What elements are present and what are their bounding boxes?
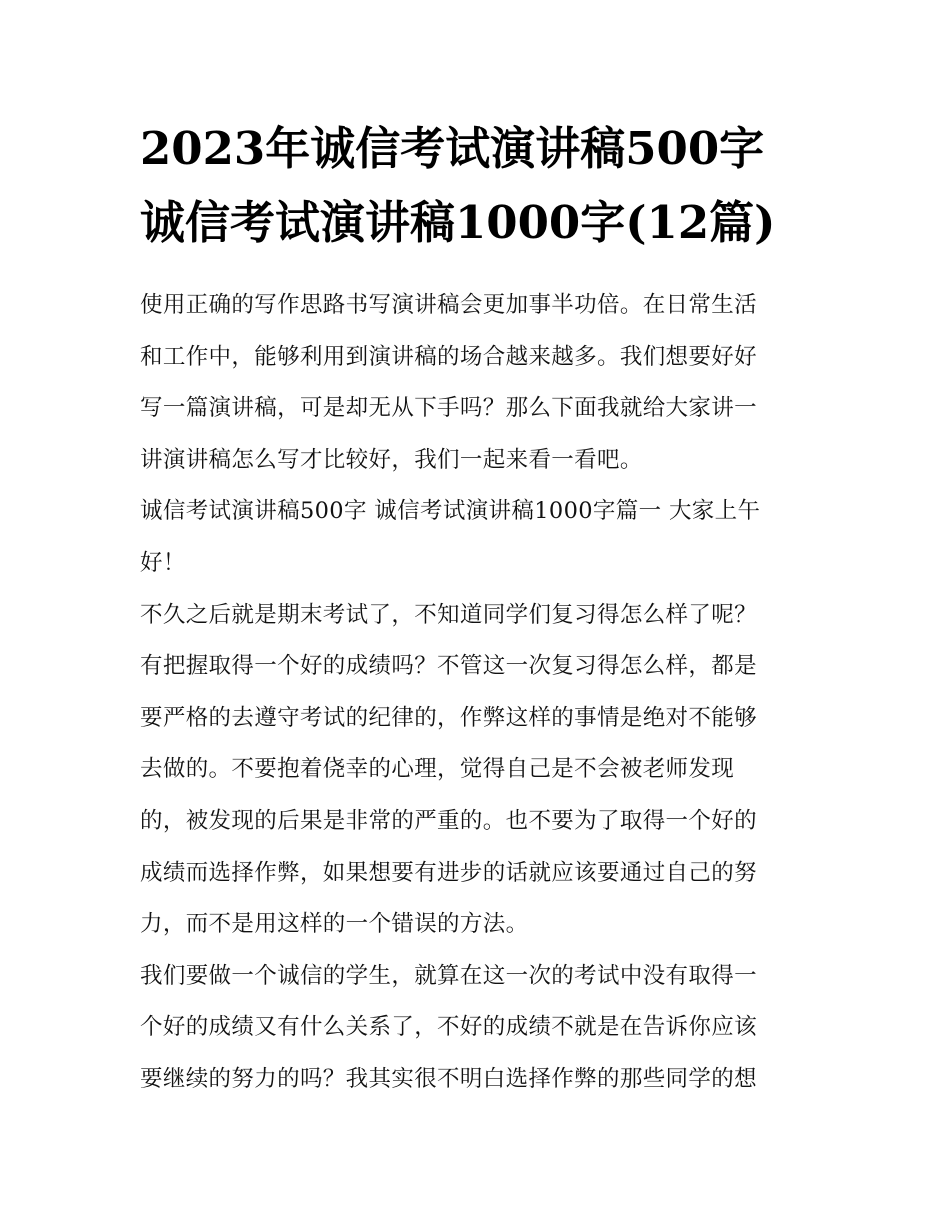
text-line: 我们要做一个诚信的学生，就算在这一次的考试中没有取得一 [140,962,757,989]
text-line: 要严格的去遵守考试的纪律的，作弊这样的事情是绝对不能够 [140,704,757,731]
text-line: 的，被发现的后果是非常的严重的。也不要为了取得一个好的 [140,807,757,834]
text-line: 有把握取得一个好的成绩吗？不管这一次复习得怎么样，都是 [140,653,757,680]
title-line: 2023年诚信考试演讲稿500字 [140,122,765,175]
text-line: 写一篇演讲稿，可是却无从下手吗？那么下面我就给大家讲一 [140,395,757,422]
text-line: 要继续的努力的吗？我其实很不明白选择作弊的那些同学的想 [140,1065,757,1092]
text-line: 诚信考试演讲稿500字 诚信考试演讲稿1000字篇一 大家上午 [140,498,761,525]
text-line: 使用正确的写作思路书写演讲稿会更加事半功倍。在日常生活 [140,292,757,318]
text-line: 和工作中，能够利用到演讲稿的场合越来越多。我们想要好好 [140,343,757,370]
title-line: 诚信考试演讲稿1000字(12篇) [140,196,776,249]
document-title [140,112,840,260]
text-line: 成绩而选择作弊，如果想要有进步的话就应该要通过自己的努 [140,859,757,886]
text-line: 讲演讲稿怎么写才比较好，我们一起来看一看吧。 [140,446,643,473]
document-body [140,280,830,1106]
text-line: 个好的成绩又有什么关系了，不好的成绩不就是在告诉你应该 [140,1014,757,1041]
text-line: 好！ [140,549,186,576]
text-line: 力，而不是用这样的一个错误的方法。 [140,911,529,938]
text-line: 去做的。不要抱着侥幸的心理，觉得自己是不会被老师发现 [140,756,735,783]
text-line: 不久之后就是期末考试了，不知道同学们复习得怎么样了呢？ [140,601,757,628]
